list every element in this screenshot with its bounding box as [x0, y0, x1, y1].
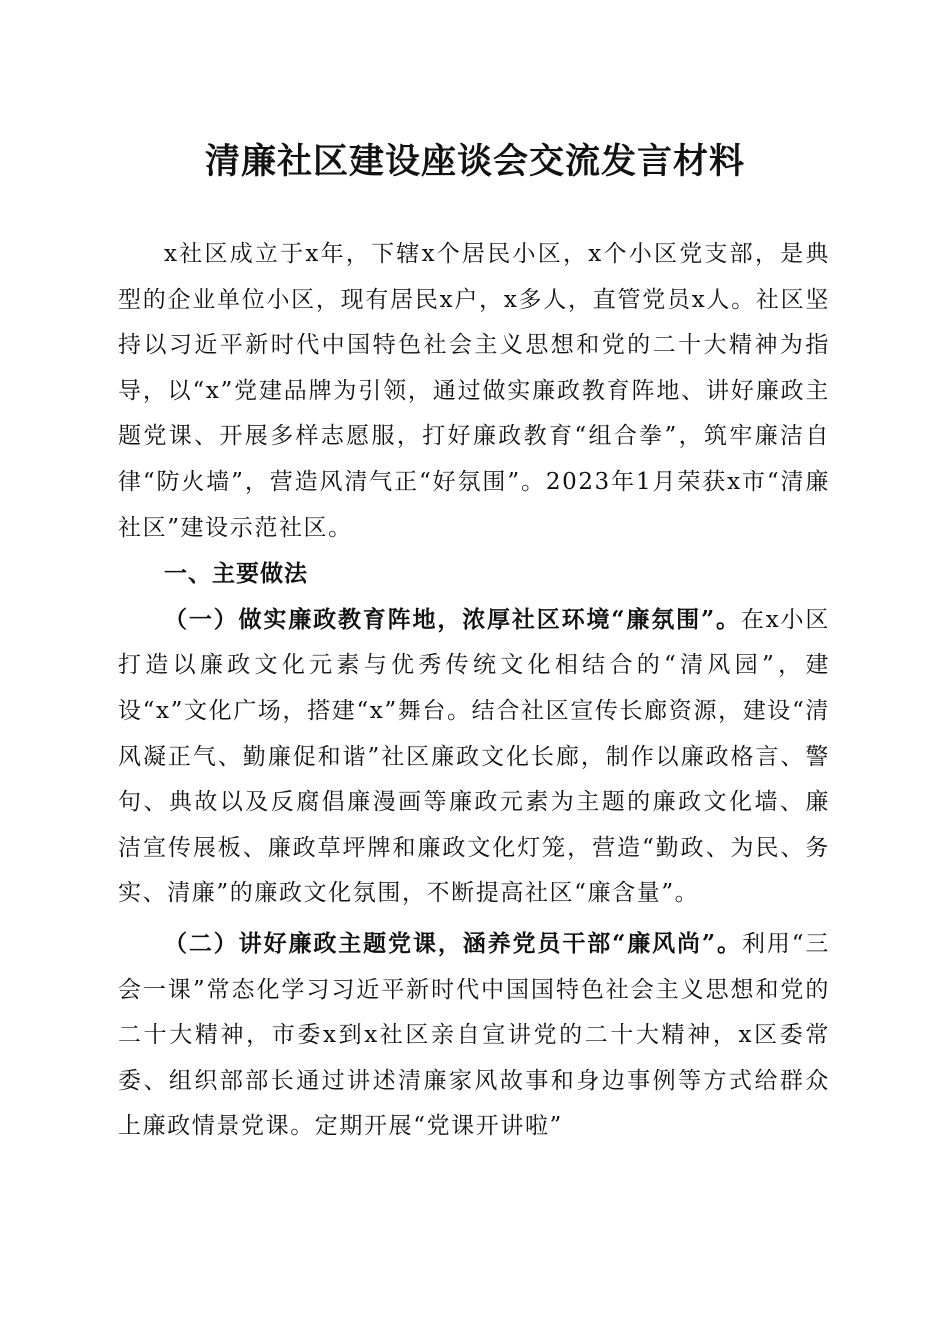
- section-text-2: 利用“三会一课”常态化学习习近平新时代中国国特色社会主义思想和党的二十大精神，市委x到x社区亲自宣讲党的二十大精神，x区委常委、组织部部长通过讲述清廉家风故事和身边事例等方式给群众上廉政情景党课。定期开展“党课开讲啦”: [118, 930, 830, 1140]
- document-body: [118, 232, 830, 1150]
- intro-paragraph: x社区成立于x年，下辖x个居民小区，x个小区党支部，是典型的企业单位小区，现有居民x户，x多人，直管党员x人。社区坚持以习近平新时代中国特色社会主义思想和党的二十大精神为指导，以“x”党建品牌为引领，通过做实廉政教育阵地、讲好廉政主题党课、开展多样志愿服，打好廉政教育“组合拳”，筑牢廉洁自律“防火墙”，营造风清气正“好氛围”。2023年1月荣获x市“清廉社区”建设示范社区。: [118, 241, 830, 541]
- document-title: 清廉社区建设座谈会交流发言材料: [204, 141, 745, 182]
- section-paragraph-1: [118, 597, 830, 917]
- section-subheading-2: （二）讲好廉政主题党课，涵养党员干部“廉风尚”。: [164, 929, 742, 957]
- section-text-1: 在x小区打造以廉政文化元素与优秀传统文化相结合的“清风园”，建设“x”文化广场，搭建“x”舞台。结合社区宣传长廊资源，建设“清风凝正气、勤廉促和谐”社区廉政文化长廊，制作以廉政格言、警句、典故以及反腐倡廉漫画等廉政元素为主题的廉政文化墙、廉洁宣传展板、廉政草坪牌和廉政文化灯笼，营造“勤政、为民、务实、清廉”的廉政文化氛围，不断提高社区“廉含量”。: [118, 606, 830, 907]
- section-paragraph-2: [118, 921, 830, 1150]
- section-heading-main-practices: 一、主要做法: [164, 560, 308, 588]
- section-subheading-1: （一）做实廉政教育阵地，浓厚社区环境“廉氛围”。: [164, 605, 741, 633]
